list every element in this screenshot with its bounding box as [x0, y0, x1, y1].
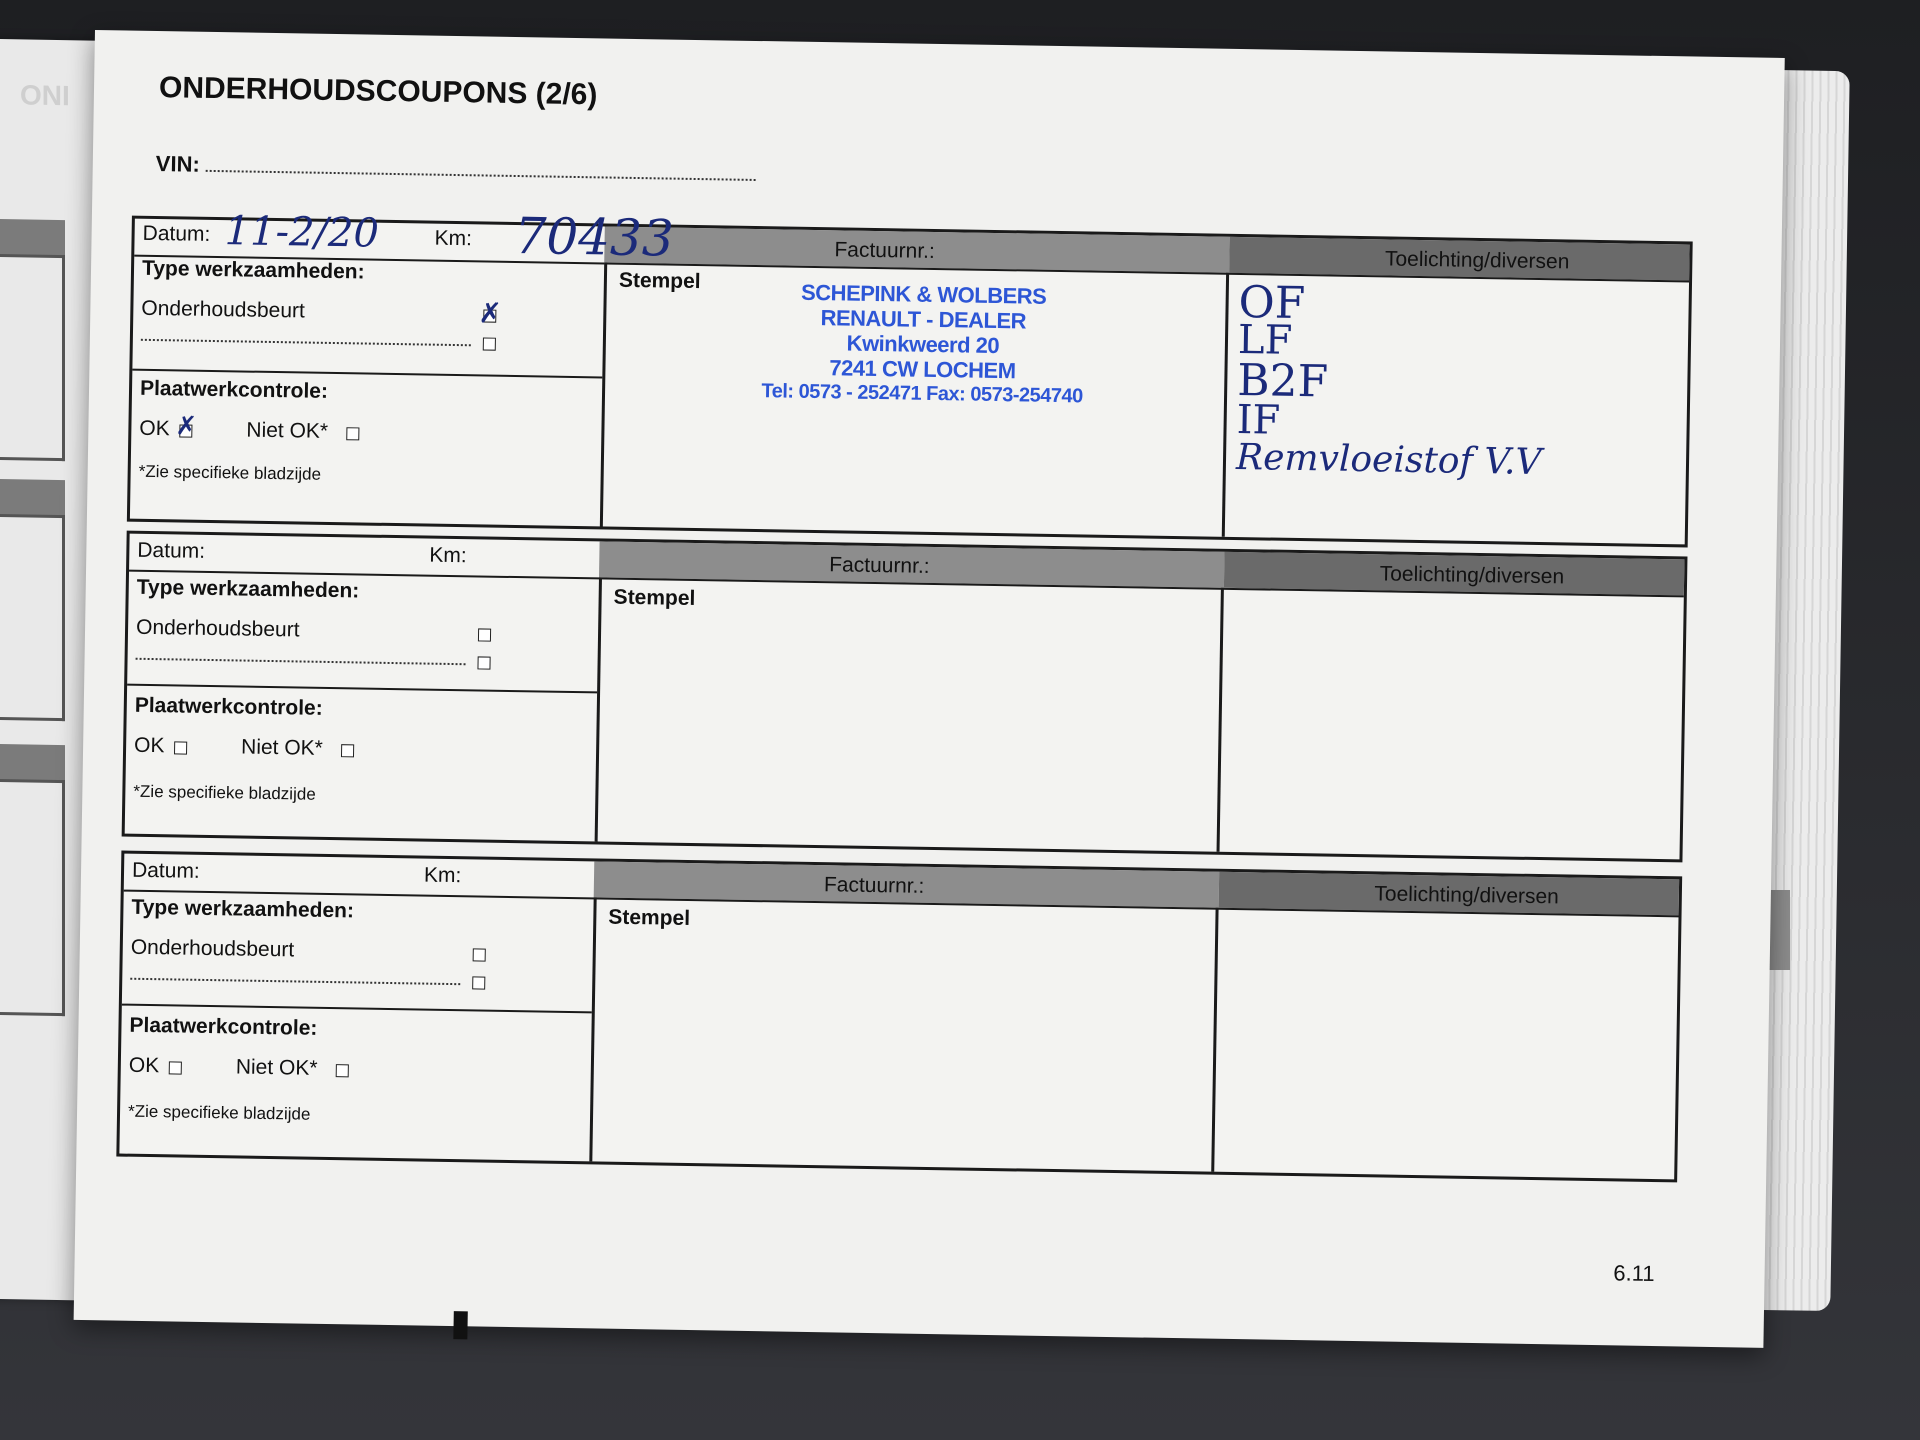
previous-page-box — [0, 254, 65, 461]
handwritten-note: OF — [1238, 277, 1306, 330]
previous-page-box — [0, 779, 65, 1016]
previous-page-band — [0, 219, 65, 256]
checkmark-icon: ✗ — [175, 411, 198, 442]
ok-label: OK — [139, 416, 170, 441]
extra-checkbox[interactable] — [472, 976, 485, 989]
handwritten-km: 70433 — [514, 206, 675, 268]
ok-checkbox[interactable] — [174, 741, 187, 754]
extra-dotted-line — [136, 658, 466, 665]
row-divider — [127, 684, 597, 694]
stamp-line: RENAULT - DEALER — [820, 305, 1027, 334]
onderhoudsbeurt-checkbox[interactable] — [478, 628, 491, 641]
coupon-3 — [116, 851, 1682, 1183]
vin-label: VIN: — [155, 151, 200, 177]
column-divider — [600, 262, 607, 526]
booklet-page — [74, 30, 1785, 1348]
type-werkzaamheden-label: Type werkzaamheden: — [141, 256, 365, 284]
toelichting-label: Toelichting/diversen — [1374, 882, 1560, 909]
column-divider — [595, 577, 602, 841]
stamp-line: Kwinkweerd 20 — [846, 330, 1000, 359]
footnote: *Zie specifieke bladzijde — [127, 1101, 311, 1124]
factuurnr-label: Factuurnr.: — [823, 873, 925, 898]
stempel-label: Stempel — [613, 585, 696, 611]
extra-dotted-line — [130, 978, 460, 985]
datum-label: Datum: — [131, 858, 200, 883]
handwritten-note: B2F — [1236, 354, 1329, 408]
column-divider — [1222, 273, 1229, 537]
niet-ok-label: Niet OK* — [246, 418, 329, 443]
column-divider — [589, 897, 596, 1161]
handwritten-date: 11-2/20 — [224, 208, 380, 257]
niet-ok-checkbox[interactable] — [336, 1064, 349, 1077]
extra-checkbox[interactable] — [477, 656, 490, 669]
datum-label: Datum: — [137, 538, 206, 563]
type-werkzaamheden-label: Type werkzaamheden: — [136, 575, 360, 603]
stamp-line: SCHEPINK & WOLBERS — [800, 279, 1047, 309]
niet-ok-label: Niet OK* — [235, 1055, 318, 1080]
toelichting-label: Toelichting/diversen — [1384, 247, 1570, 274]
stamp-line: 7241 CW LOCHEM — [829, 355, 1016, 384]
ok-label: OK — [128, 1053, 160, 1078]
niet-ok-label: Niet OK* — [240, 735, 324, 760]
vin-field — [156, 151, 796, 188]
coupon-1 — [127, 206, 1693, 548]
previous-page-ghost-title: ONI — [20, 79, 70, 112]
toelichting-label: Toelichting/diversen — [1379, 562, 1565, 589]
handwritten-note: LF — [1237, 316, 1293, 364]
stamp-line: Tel: 0573 - 252471 Fax: 0573-254740 — [761, 380, 1083, 408]
plaatwerkcontrole-label: Plaatwerkcontrole: — [139, 376, 329, 403]
niet-ok-checkbox[interactable] — [341, 744, 354, 757]
previous-page-box — [0, 514, 65, 721]
plaatwerkcontrole-label: Plaatwerkcontrole: — [129, 1013, 318, 1040]
datum-label: Datum: — [142, 221, 211, 246]
checkmark-icon: ✗ — [478, 296, 503, 330]
plaatwerkcontrole-label: Plaatwerkcontrole: — [134, 693, 323, 720]
km-label: Km: — [423, 863, 462, 888]
niet-ok-checkbox[interactable] — [346, 427, 359, 440]
row-divider — [122, 1004, 592, 1014]
previous-page-band — [0, 479, 65, 516]
previous-page-band — [0, 744, 65, 781]
vin-dotted-line — [206, 170, 756, 181]
onderhoudsbeurt-label: Onderhoudsbeurt — [130, 935, 295, 962]
km-label: Km: — [434, 226, 473, 251]
footnote: *Zie specifieke bladzijde — [138, 461, 322, 484]
footnote: *Zie specifieke bladzijde — [133, 781, 316, 804]
coupon-2 — [122, 531, 1688, 863]
stempel-label: Stempel — [608, 905, 691, 930]
onderhoudsbeurt-label: Onderhoudsbeurt — [141, 296, 306, 323]
page-number: 6.11 — [1613, 1260, 1655, 1287]
extra-dotted-line — [141, 339, 471, 346]
onderhoudsbeurt-label: Onderhoudsbeurt — [135, 615, 300, 642]
factuurnr-label: Factuurnr.: — [834, 238, 936, 263]
onderhoudsbeurt-checkbox[interactable] — [473, 948, 486, 961]
factuurnr-label: Factuurnr.: — [829, 553, 930, 578]
handwritten-note: IF — [1236, 396, 1281, 444]
dealer-stamp — [732, 279, 1114, 410]
handwritten-note: Remvloeistof V.V — [1235, 436, 1542, 484]
column-divider — [1211, 908, 1218, 1172]
ok-checkbox[interactable] — [169, 1061, 182, 1074]
binding-mark — [453, 1311, 467, 1339]
page-title: ONDERHOUDSCOUPONS (2/6) — [158, 71, 598, 112]
extra-checkbox[interactable] — [483, 337, 496, 350]
stempel-label: Stempel — [618, 268, 701, 294]
column-divider — [1217, 588, 1224, 852]
km-label: Km: — [429, 543, 467, 568]
type-werkzaamheden-label: Type werkzaamheden: — [131, 895, 355, 923]
ok-label: OK — [133, 733, 165, 758]
